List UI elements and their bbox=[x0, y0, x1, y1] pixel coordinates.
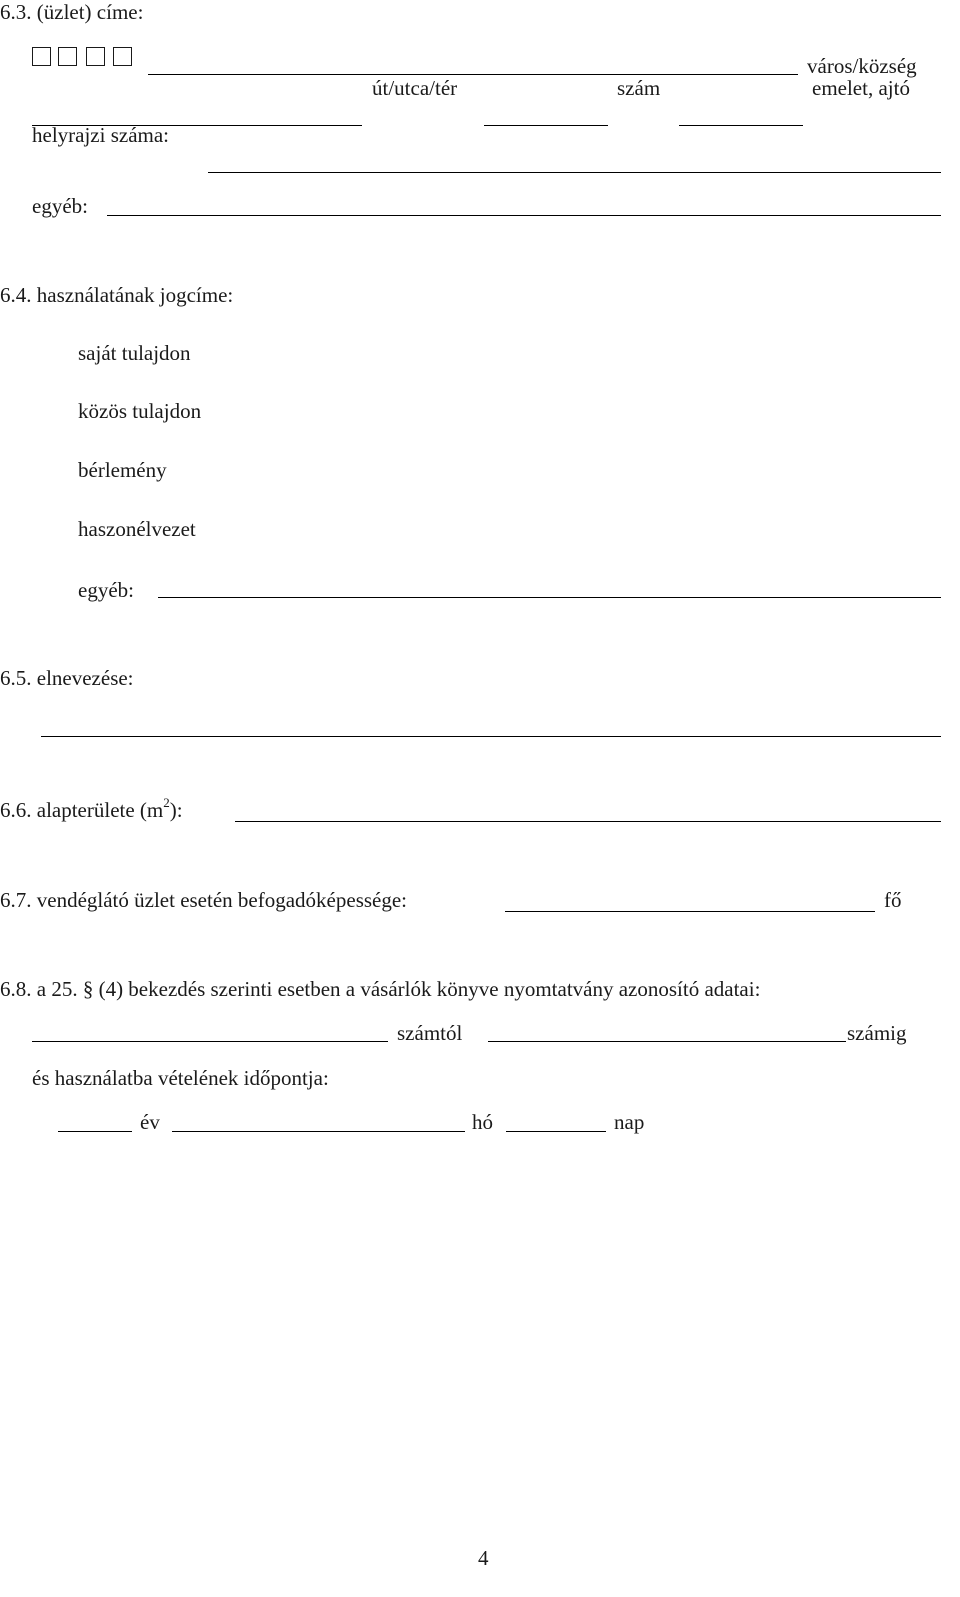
option-joint-property[interactable]: közös tulajdon bbox=[78, 399, 202, 423]
parcel-label: helyrajzi száma: bbox=[32, 123, 170, 147]
postal-code-box-2[interactable] bbox=[58, 47, 77, 66]
from-number-field[interactable] bbox=[32, 1041, 388, 1042]
month-label: hó bbox=[472, 1110, 493, 1134]
parcel-field[interactable] bbox=[208, 172, 941, 173]
option-usufruct[interactable]: haszonélvezet bbox=[78, 517, 196, 541]
postal-code-box-1[interactable] bbox=[32, 47, 51, 66]
s63-other-label: egyéb: bbox=[32, 194, 88, 218]
capacity-field[interactable] bbox=[505, 911, 875, 912]
day-field[interactable] bbox=[506, 1131, 606, 1132]
postal-code-box-4[interactable] bbox=[113, 47, 132, 66]
area-unit-exponent: 2 bbox=[163, 795, 170, 810]
to-number-field[interactable] bbox=[488, 1041, 846, 1042]
number-label: szám bbox=[617, 76, 661, 100]
day-label: nap bbox=[614, 1110, 645, 1134]
section-6-3-heading: 6.3. (üzlet) címe: bbox=[0, 0, 144, 24]
name-field[interactable] bbox=[41, 736, 941, 737]
date-heading: és használatba vételének időpontja: bbox=[32, 1066, 329, 1090]
city-field[interactable] bbox=[148, 74, 798, 75]
section-6-7-heading: 6.7. vendéglátó üzlet esetén befogadóképessége: bbox=[0, 888, 408, 912]
page-number: 4 bbox=[478, 1546, 489, 1570]
number-field[interactable] bbox=[484, 125, 608, 126]
s63-other-field[interactable] bbox=[107, 215, 941, 216]
street-label: út/utca/tér bbox=[372, 76, 458, 100]
section-6-6-heading bbox=[0, 795, 183, 822]
option-lease[interactable]: bérlemény bbox=[78, 458, 167, 482]
area-label: 6.6. alapterülete (m bbox=[0, 798, 164, 822]
s64-other-field[interactable] bbox=[158, 597, 941, 598]
year-field[interactable] bbox=[58, 1131, 132, 1132]
capacity-unit: fő bbox=[884, 888, 902, 912]
section-6-8-heading: 6.8. a 25. § (4) bekezdés szerinti esetben a vásárlók könyve nyomtatvány azonosító adatai: bbox=[0, 977, 761, 1001]
to-number-label: számig bbox=[847, 1021, 907, 1045]
section-6-4-heading: 6.4. használatának jogcíme: bbox=[0, 283, 234, 307]
city-label: város/község bbox=[807, 54, 917, 78]
section-6-5-heading: 6.5. elnevezése: bbox=[0, 666, 134, 690]
option-own-property[interactable]: saját tulajdon bbox=[78, 341, 191, 365]
floor-field[interactable] bbox=[679, 125, 803, 126]
postal-code-box-3[interactable] bbox=[86, 47, 105, 66]
s64-other-label: egyéb: bbox=[78, 578, 134, 602]
month-field[interactable] bbox=[172, 1131, 465, 1132]
from-number-label: számtól bbox=[397, 1021, 463, 1045]
area-label-suffix: ): bbox=[169, 798, 183, 822]
area-field[interactable] bbox=[235, 821, 941, 822]
year-label: év bbox=[140, 1110, 160, 1134]
floor-label: emelet, ajtó bbox=[812, 76, 910, 100]
